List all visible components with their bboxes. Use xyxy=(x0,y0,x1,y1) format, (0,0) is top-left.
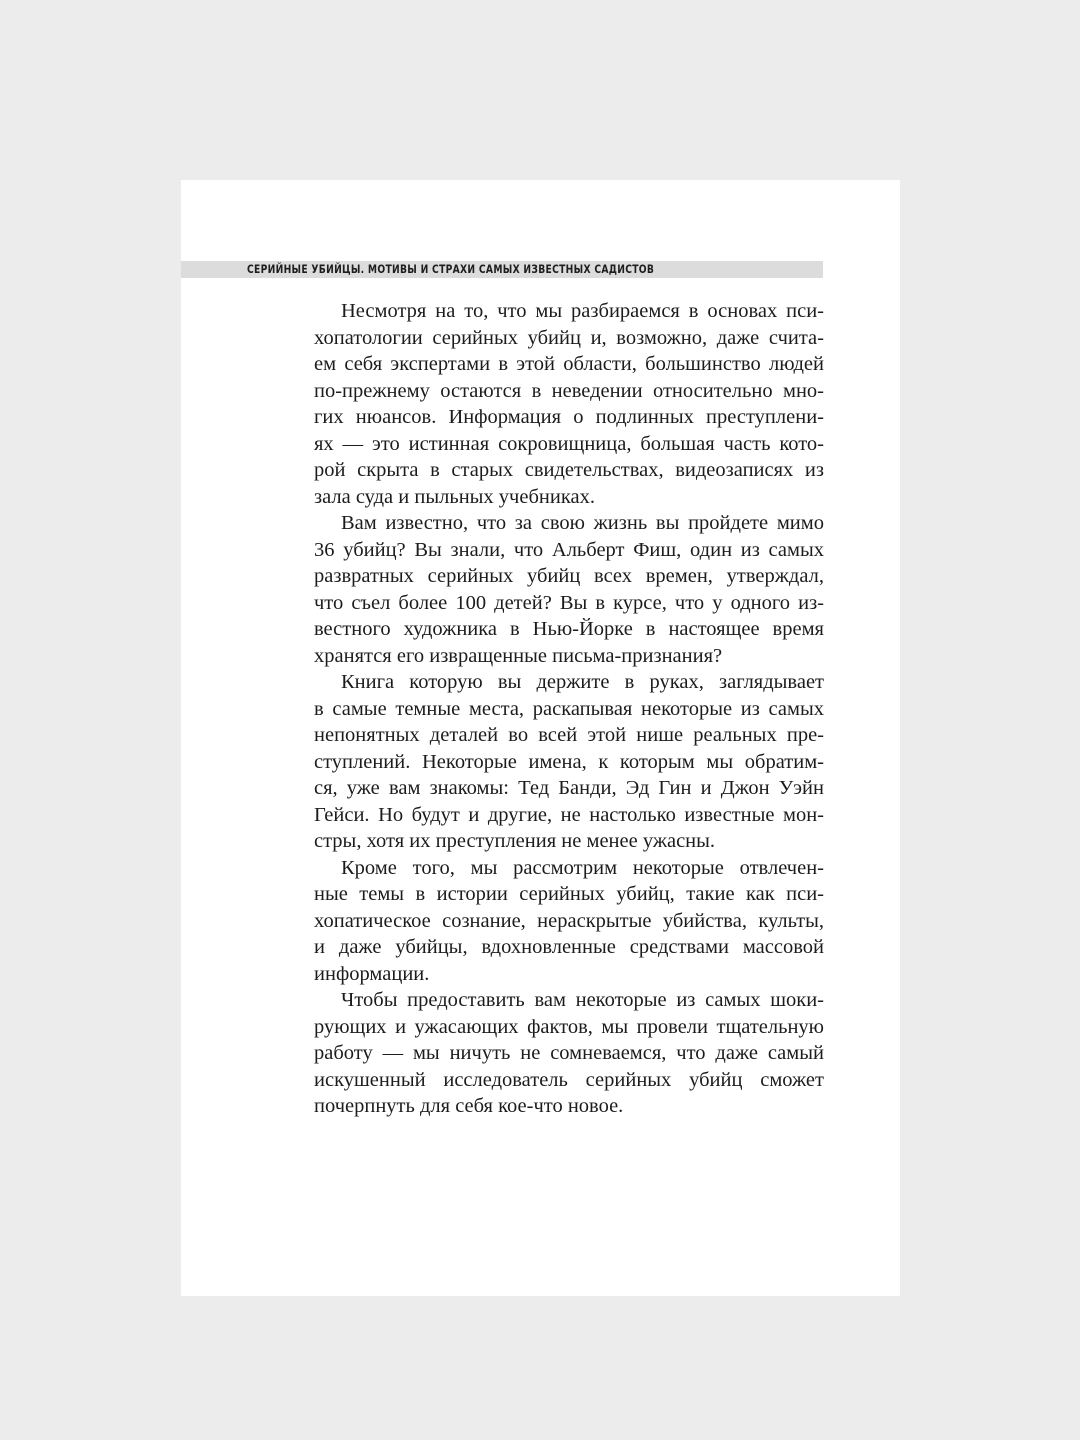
text-line: искушенный исследователь серийных убийц сможет xyxy=(314,1068,824,1091)
text-line: непонятных деталей во всей этой нише реальных пре- xyxy=(314,724,824,746)
text-line: в самые темные места, раскапывая некоторые из самых xyxy=(314,697,824,720)
book-page xyxy=(181,180,900,1296)
paragraph-4 xyxy=(314,855,824,988)
paragraph-2 xyxy=(314,510,824,669)
text-line: рой скрыта в старых свидетельствах, видеозаписях из xyxy=(314,459,824,481)
text-line: зала суда и пыльных учебниках. xyxy=(314,485,595,508)
body-text xyxy=(314,298,824,1120)
paragraph-3 xyxy=(314,669,824,855)
paragraph-5 xyxy=(314,987,824,1120)
text-line: Несмотря на то, что мы разбираемся в основах пси- xyxy=(341,300,824,322)
text-line: ные темы в истории серийных убийц, такие как пси- xyxy=(314,883,824,905)
text-line: хопатологии серийных убийц и, возможно, даже счита- xyxy=(314,326,824,349)
running-header-bar xyxy=(181,261,823,278)
text-line: рующих и ужасающих фактов, мы провели тщательную xyxy=(314,1015,824,1038)
paragraph-1 xyxy=(314,298,824,510)
text-line: ступлений. Некоторые имена, к которым мы обратим- xyxy=(314,750,824,773)
text-line: Книга которую вы держите в руках, заглядывает xyxy=(341,671,824,693)
text-line: вестного художника в Нью-Йорке в настоящее время xyxy=(314,618,824,640)
text-line: ся, уже вам знакомы: Тед Банди, Эд Гин и Джон Уэйн xyxy=(314,777,824,799)
text-line: 36 убийц? Вы знали, что Альберт Фиш, один из самых xyxy=(314,538,824,561)
text-line: Вам известно, что за свою жизнь вы пройдете мимо xyxy=(341,512,824,534)
text-line: что съел более 100 детей? Вы в курсе, что у одного из- xyxy=(314,591,824,614)
text-line: и даже убийцы, вдохновленные средствами массовой xyxy=(314,936,824,958)
text-line: по-прежнему остаются в неведении относительно мно- xyxy=(314,379,824,402)
text-line: развратных серийных убийц всех времен, утверждал, xyxy=(314,565,824,587)
text-line: стры, хотя их преступления не менее ужасны. xyxy=(314,830,716,852)
text-line: Гейси. Но будут и другие, не настолько известные мон- xyxy=(314,803,824,826)
text-line: Чтобы предоставить вам некоторые из самых шоки- xyxy=(341,989,824,1011)
text-line: ем себя экспертами в этой области, большинство людей xyxy=(314,353,824,375)
running-header-title: СЕРИЙНЫЕ УБИЙЦЫ. МОТИВЫ И СТРАХИ САМЫХ ИЗВЕСТНЫХ САДИСТОВ xyxy=(247,262,655,276)
text-line: работу — мы ничуть не сомневаемся, что даже самый xyxy=(314,1042,824,1064)
text-line: хопатическое сознание, нераскрытые убийства, культы, xyxy=(314,909,824,932)
text-line: почерпнуть для себя кое-что новое. xyxy=(314,1095,624,1117)
text-line: хранятся его извращенные письма-признания? xyxy=(314,644,723,667)
text-line: гих нюансов. Информация о подлинных преступлени- xyxy=(314,406,824,428)
text-line: Кроме того, мы рассмотрим некоторые отвлечен- xyxy=(341,856,824,879)
text-line: ях — это истинная сокровищница, большая часть кото- xyxy=(314,432,824,455)
text-line: информации. xyxy=(314,962,430,985)
